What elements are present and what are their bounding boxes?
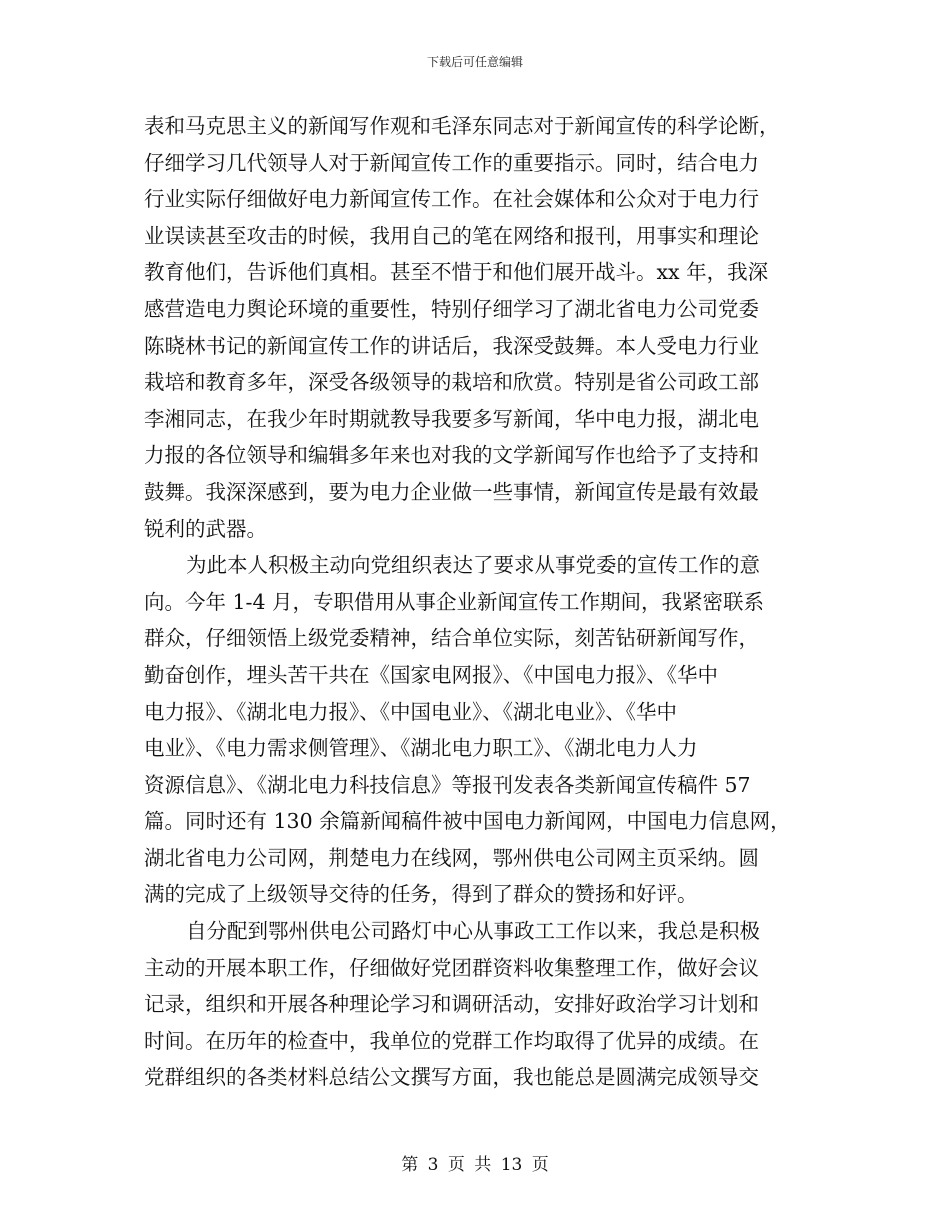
text-line: 陈晓林书记的新闻宣传工作的讲话后，我深受鼓舞。本人受电力行业	[144, 333, 759, 358]
text-line: 行业实际仔细做好电力新闻宣传工作。在社会媒体和公众对于电力行	[144, 187, 759, 212]
text-line: 资源信息》、《湖北电力科技信息》等报刊发表各类新闻宣传稿件 57	[144, 772, 751, 797]
text-line: 记录，组织和开展各种理论学习和调研活动，安排好政治学习计划和	[144, 992, 759, 1017]
text-line: 李湘同志，在我少年时期就教导我要多写新闻，华中电力报，湖北电	[144, 406, 759, 431]
text-line: 湖北省电力公司网，荆楚电力在线网，鄂州供电公司网主页采纳。圆	[144, 845, 759, 870]
text-line: 鼓舞。我深深感到，要为电力企业做一些事情，新闻宣传是最有效最	[144, 479, 759, 504]
text-line: 教育他们，告诉他们真相。甚至不惜于和他们展开战斗。xx 年，我深	[144, 260, 769, 285]
text-line: 勤奋创作，埋头苦干共在《国家电网报》、《中国电力报》、《华中	[144, 662, 718, 687]
paragraph-first-line: 自分配到鄂州供电公司路灯中心从事政工工作以来，我总是积极	[186, 919, 760, 944]
text-line: 党群组织的各类材料总结公文撰写方面，我也能总是圆满完成领导交	[144, 1065, 759, 1090]
document-body	[144, 108, 799, 1096]
page-number-footer: 第 3 页 共 13 页	[401, 1155, 549, 1175]
text-line: 力报的各位领导和编辑多年来也对我的文学新闻写作也给予了支持和	[144, 443, 759, 468]
text-line: 时间。在历年的检查中，我单位的党群工作均取得了优异的成绩。在	[144, 1028, 759, 1053]
text-line: 感营造电力舆论环境的重要性，特别仔细学习了湖北省电力公司党委	[144, 296, 759, 321]
text-line: 栽培和教育多年，深受各级领导的栽培和欣赏。特别是省公司政工部	[144, 370, 759, 395]
text-line: 电力报》、《湖北电力报》、《中国电业》、《湖北电业》、《华中	[144, 699, 677, 724]
page-header: 下载后可任意编辑	[426, 55, 523, 69]
text-line: 群众，仔细领悟上级党委精神，结合单位实际，刻苦钻研新闻写作，	[144, 626, 759, 651]
text-line: 锐利的武器。	[144, 516, 267, 541]
paragraph-first-line: 为此本人积极主动向党组织表达了要求从事党委的宣传工作的意	[186, 553, 760, 578]
text-line: 业误读甚至攻击的时候，我用自己的笔在网络和报刊，用事实和理论	[144, 223, 759, 248]
text-line: 满的完成了上级领导交待的任务，得到了群众的赞扬和好评。	[144, 882, 698, 907]
text-line: 篇。同时还有 130 余篇新闻稿件被中国电力新闻网，中国电力信息网，	[144, 809, 791, 834]
text-line: 表和马克思主义的新闻写作观和毛泽东同志对于新闻宣传的科学论断，	[144, 114, 780, 138]
text-line: 主动的开展本职工作，仔细做好党团群资料收集整理工作，做好会议	[144, 955, 759, 980]
text-line: 仔细学习几代领导人对于新闻宣传工作的重要指示。同时，结合电力	[144, 150, 759, 175]
text-line: 向。今年 1-4 月，专职借用从事企业新闻宣传工作期间，我紧密联系	[144, 589, 765, 614]
text-line: 电业》、《电力需求侧管理》、《湖北电力职工》、《湖北电力人力	[144, 736, 698, 761]
